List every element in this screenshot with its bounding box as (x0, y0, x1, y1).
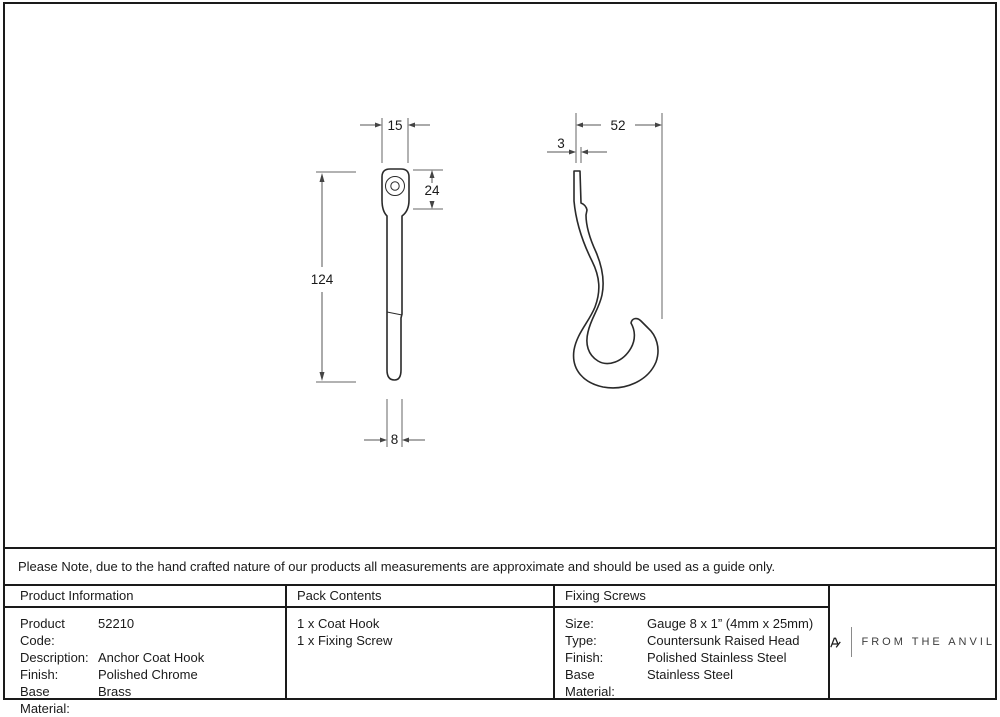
row-label: Finish: (20, 666, 98, 683)
dim-width-top: 15 (387, 118, 402, 133)
row-label: Base Material: (20, 683, 98, 717)
row-label: Product Code: (20, 615, 98, 649)
row-value: 52210 (98, 615, 134, 649)
row-value: Stainless Steel (647, 666, 733, 700)
dim-thickness: 3 (557, 136, 565, 151)
brand-name: FROM THE ANVIL (862, 636, 995, 648)
row-value: Gauge 8 x 1” (4mm x 25mm) (647, 615, 813, 632)
row-label: Description: (20, 649, 98, 666)
dim-projection: 52 (610, 118, 625, 133)
row-label: Type: (565, 632, 647, 649)
fixing-screws-column (553, 586, 828, 698)
coat-hook-side-outline (574, 171, 658, 388)
table-row (20, 683, 285, 717)
dim-length: 124 (311, 272, 334, 287)
measurement-note-text: Please Note, due to the hand crafted nature of our products all measurements are approximate and should be used as a guide only. (18, 559, 775, 574)
list-item: 1 x Coat Hook (297, 615, 553, 632)
technical-drawing-area (5, 4, 995, 547)
table-row (20, 615, 285, 649)
table-row (565, 632, 828, 649)
side-view (547, 113, 662, 388)
table-row (20, 666, 285, 683)
product-information-column (5, 586, 285, 698)
dim-width-bottom: 8 (391, 432, 399, 447)
table-row (565, 666, 828, 700)
pack-contents-body (287, 608, 553, 698)
row-label: Size: (565, 615, 647, 632)
row-value: Anchor Coat Hook (98, 649, 204, 666)
coat-hook-front-outline (382, 169, 409, 380)
product-info-table (5, 586, 995, 698)
spec-sheet-frame (3, 2, 997, 700)
product-information-body (5, 608, 285, 717)
list-item: 1 x Fixing Screw (297, 632, 553, 649)
front-view (311, 118, 443, 447)
table-row (565, 649, 828, 666)
row-value: Brass (98, 683, 131, 717)
brand-logo-cell (828, 586, 995, 698)
row-value: Polished Chrome (98, 666, 198, 683)
row-value: Countersunk Raised Head (647, 632, 799, 649)
product-information-header: Product Information (5, 586, 285, 608)
measurement-note-bar (5, 547, 995, 586)
row-value: Polished Stainless Steel (647, 649, 786, 666)
from-the-anvil-logo-icon (830, 629, 841, 656)
table-row (20, 649, 285, 666)
fixing-screws-body (555, 608, 828, 700)
pack-contents-column (285, 586, 553, 698)
pack-contents-header: Pack Contents (287, 586, 553, 608)
row-label: Base Material: (565, 666, 647, 700)
fixing-screws-header: Fixing Screws (555, 586, 828, 608)
row-label: Finish: (565, 649, 647, 666)
coat-hook-technical-drawing (5, 4, 995, 547)
dim-head-height: 24 (424, 183, 440, 198)
table-row (565, 615, 828, 632)
